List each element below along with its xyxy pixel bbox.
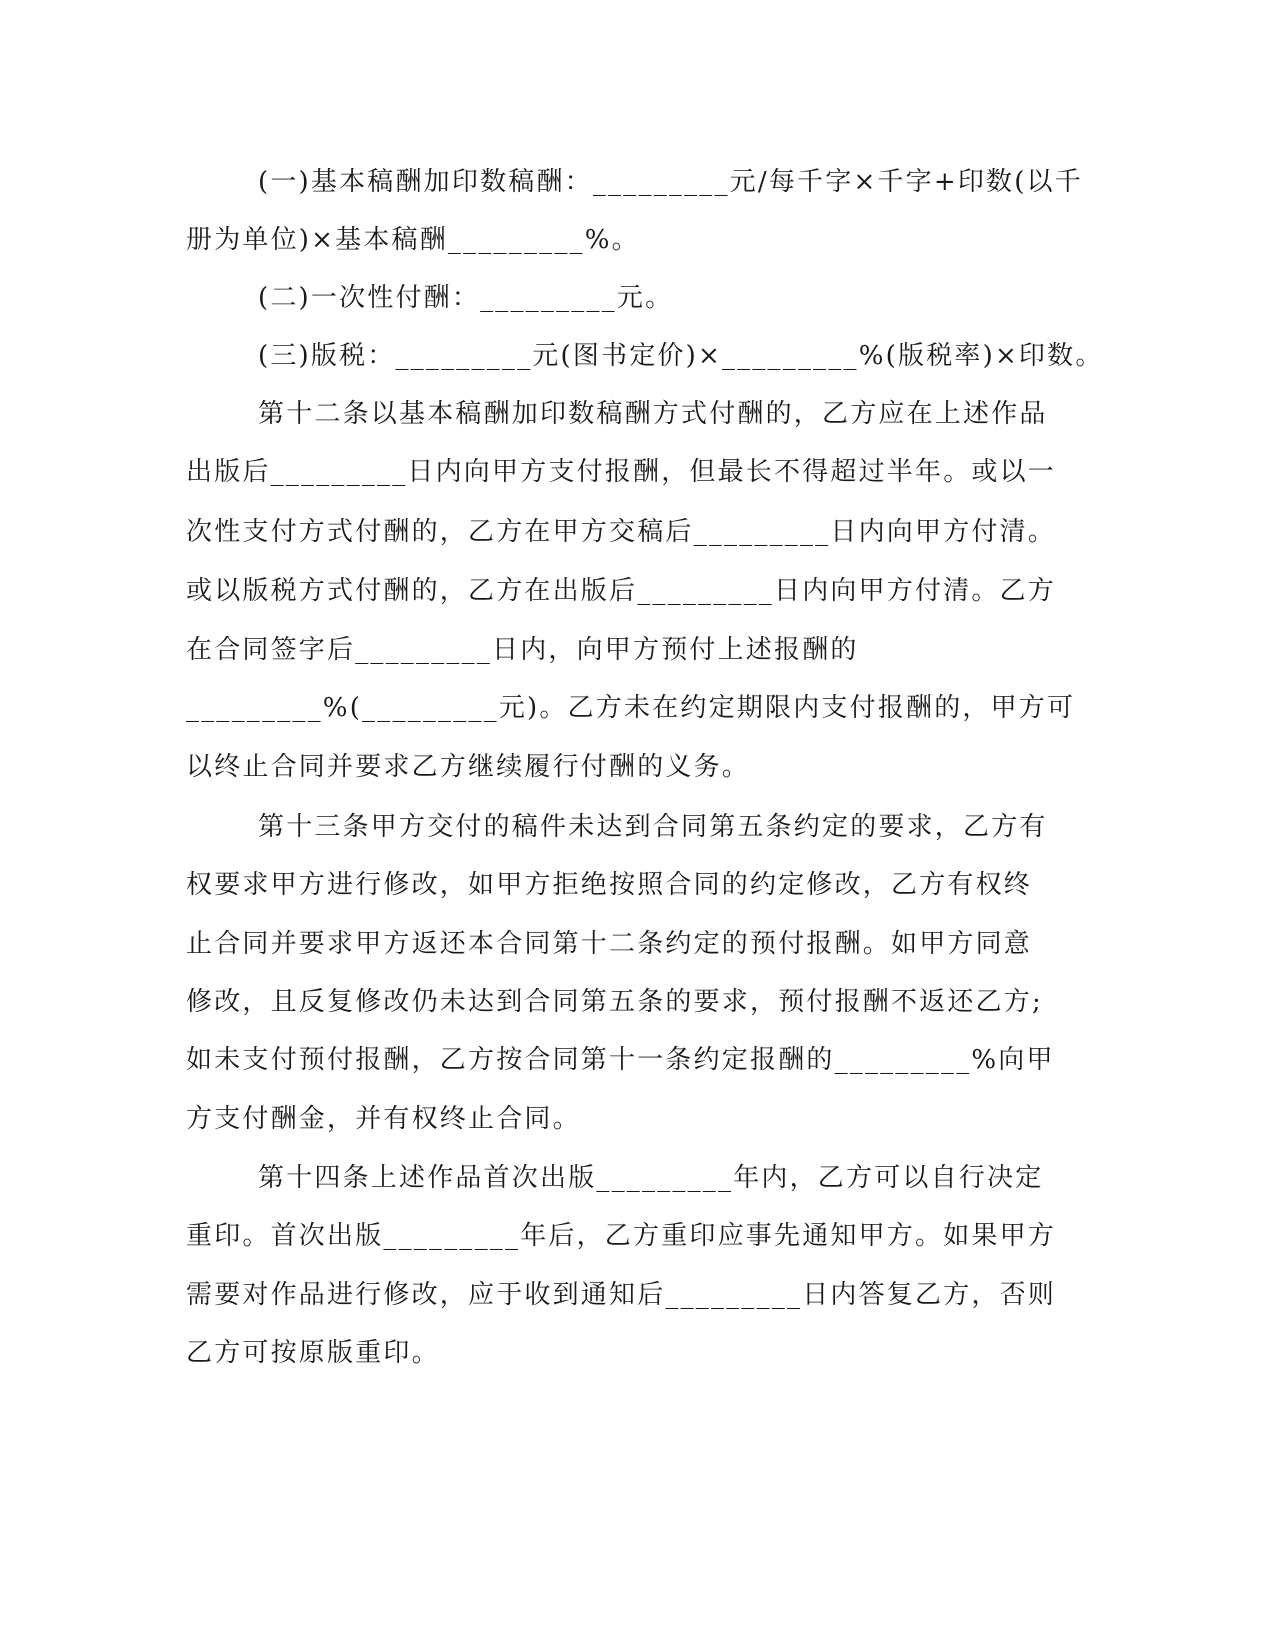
text-line: 出版后_________日内向甲方支付报酬，但最长不得超过半年。或以一: [186, 457, 1057, 487]
text-line: 需要对作品进行修改，应于收到通知后_________日内答复乙方，否则: [186, 1280, 1057, 1310]
text-line: 在合同签字后_________日内，向甲方预付上述报酬的: [186, 635, 859, 665]
text-line: _________%(_________元)。乙方未在约定期限内支付报酬的，甲方可: [186, 693, 1076, 723]
text-line: 第十二条以基本稿酬加印数稿酬方式付酬的，乙方应在上述作品: [258, 399, 1048, 429]
text-line: (一)基本稿酬加印数稿酬：_________元/每千字×千字+印数(以千: [258, 167, 1083, 197]
text-line: 第十四条上述作品首次出版_________年内，乙方可以自行决定: [258, 1163, 1044, 1193]
text-line: 方支付酬金，并有权终止合同。: [186, 1104, 581, 1134]
text-line: 修改，且反复修改仍未达到合同第五条的要求，预付报酬不返还乙方;: [186, 987, 1043, 1017]
text-line: 或以版税方式付酬的，乙方在出版后_________日内向甲方付清。乙方: [186, 576, 1057, 606]
text-line: 次性支付方式付酬的，乙方在甲方交稿后_________日内向甲方付清。: [186, 517, 1057, 547]
text-line: 册为单位)×基本稿酬_________%。: [186, 225, 640, 255]
text-line: 止合同并要求甲方返还本合同第十二条约定的预付报酬。如甲方同意: [186, 929, 1033, 959]
text-line: 第十三条甲方交付的稿件未达到合同第五条约定的要求，乙方有: [258, 812, 1048, 842]
text-line: 重印。首次出版_________年后，乙方重印应事先通知甲方。如果甲方: [186, 1221, 1057, 1251]
text-line: 权要求甲方进行修改，如甲方拒绝按照合同的约定修改，乙方有权终: [186, 870, 1033, 900]
text-line: 以终止合同并要求乙方继续履行付酬的义务。: [186, 752, 751, 782]
text-line: (三)版税：_________元(图书定价)×_________%(版税率)×印数。: [258, 341, 1104, 371]
text-line: (二)一次性付酬：_________元。: [258, 283, 674, 313]
text-line: 如未支付预付报酬，乙方按合同第十一条约定报酬的_________%向甲: [186, 1045, 1055, 1075]
text-line: 乙方可按原版重印。: [186, 1338, 440, 1368]
